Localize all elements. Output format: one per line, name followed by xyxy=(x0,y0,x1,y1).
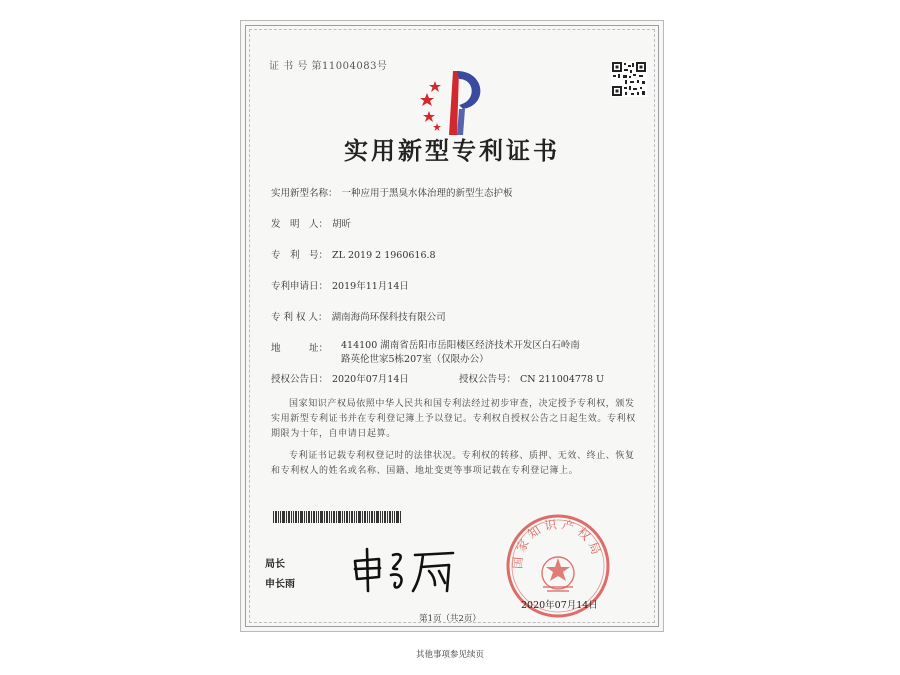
director-name: 申长雨 xyxy=(265,579,295,590)
field-patentee xyxy=(271,309,446,323)
field-patent-number xyxy=(271,247,436,261)
field-value: CN 211004778 U xyxy=(520,374,605,385)
field-address-label xyxy=(271,340,328,354)
field-label: 专 利 权 人： xyxy=(271,312,328,323)
field-grant-date xyxy=(271,371,409,385)
seal-date: 2020年07月14日 xyxy=(521,600,598,611)
address-line-2: 路英伦世家5栋207室（仅限办公） xyxy=(341,354,489,365)
field-value: 一种应用于黑臭水体治理的新型生态护板 xyxy=(341,188,513,199)
field-value: 2020年07月14日 xyxy=(332,374,409,385)
qr-code-icon xyxy=(611,61,647,97)
certificate-title: 实用新型专利证书 xyxy=(344,136,560,165)
field-value: 胡昕 xyxy=(332,219,352,230)
field-label: 专利申请日： xyxy=(271,281,329,292)
field-label: 发 明 人： xyxy=(271,219,329,230)
page-number: 第1页（共2页） xyxy=(419,614,481,624)
field-label: 专 利 号： xyxy=(271,250,329,261)
patent-office-logo xyxy=(419,65,491,141)
field-label: 授权公告号： xyxy=(459,374,517,385)
field-utility-model-name xyxy=(271,185,513,199)
barcode xyxy=(273,511,403,523)
certificate-number: 证 书 号 第11004083号 xyxy=(269,61,388,72)
field-label: 授权公告日： xyxy=(271,374,329,385)
statement-paragraph-1: 国家知识产权局依照中华人民共和国专利法经过初步审查，决定授予专利权，颁发实用新型专利证书并在专利登记簿上予以登记。专利权自授权公告之日起生效。专利权期限为十年，自申请日起算。 xyxy=(271,399,636,439)
director-signature xyxy=(349,545,459,595)
field-grant-publication-number xyxy=(459,371,604,385)
field-label: 实用新型名称： xyxy=(271,188,338,199)
field-inventor xyxy=(271,216,351,230)
field-value: 湖南海尚环保科技有限公司 xyxy=(331,312,446,323)
field-filing-date xyxy=(271,278,409,292)
field-address-value xyxy=(341,339,601,367)
field-value: 2019年11月14日 xyxy=(332,281,409,292)
statement-paragraph-2: 专利证书记载专利权登记时的法律状况。专利权的转移、质押、无效、终止、恢复和专利权人的姓名或名称、国籍、地址变更等事项记载在专利登记簿上。 xyxy=(271,451,635,476)
svg-text:国家知识产权局: 国家知识产权局 xyxy=(510,516,605,570)
address-line-1: 414100 湖南省岳阳市岳阳楼区经济技术开发区白石岭南 xyxy=(341,340,580,351)
director-title: 局长 xyxy=(265,559,285,570)
certificate-page xyxy=(240,20,664,632)
continuation-note: 其他事项参见续页 xyxy=(415,650,484,660)
field-label: 地 址： xyxy=(271,343,329,354)
field-value: ZL 2019 2 1960616.8 xyxy=(332,250,436,261)
